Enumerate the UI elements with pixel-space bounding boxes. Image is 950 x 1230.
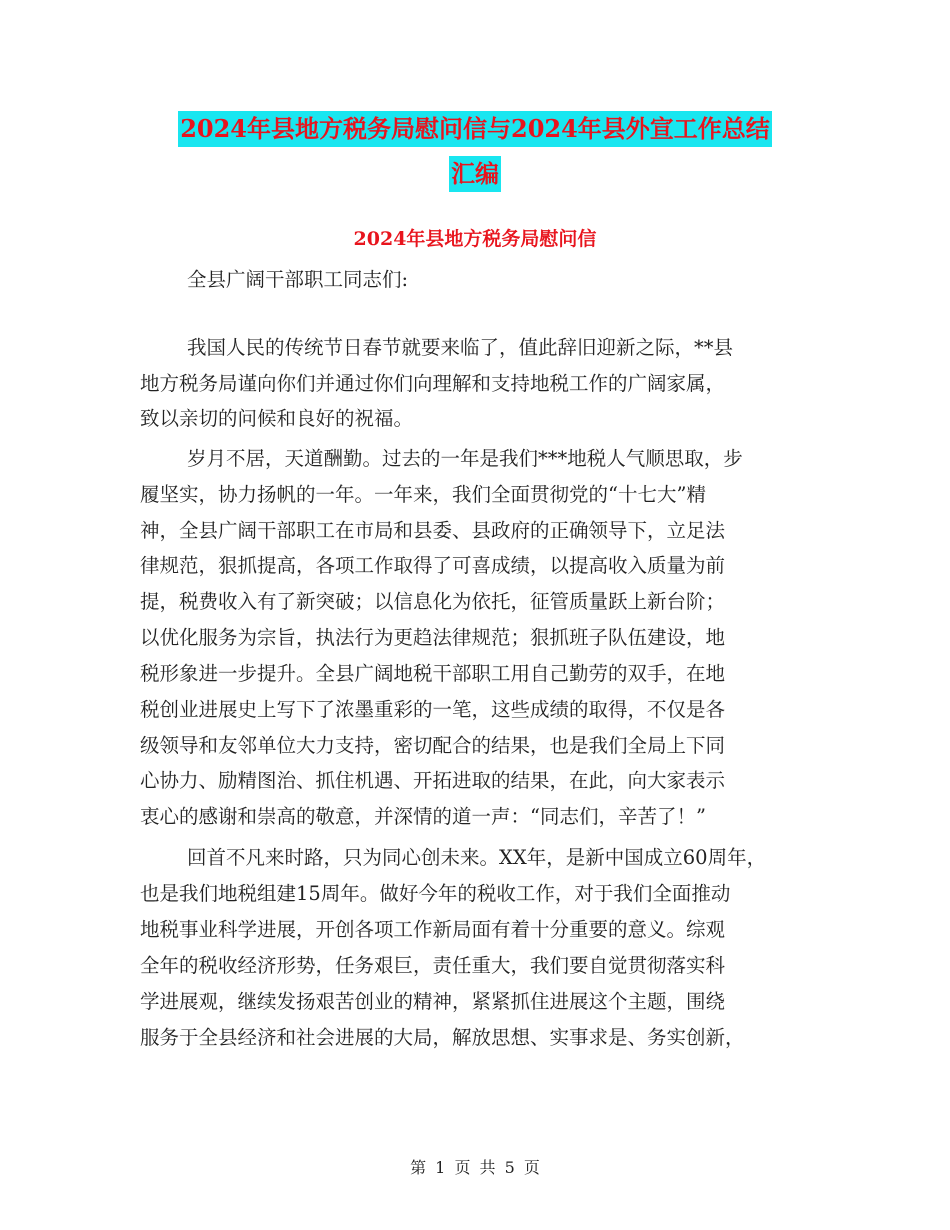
title-text-2: 汇编 (449, 156, 501, 192)
body-line: 提，税费收入有了新突破；以信息化为依托，征管质量跃上新台阶； (140, 590, 726, 613)
body-line: 地税事业科学进展，开创各项工作新局面有着十分重要的意义。综观 (140, 918, 726, 941)
body-line: 心协力、励精图治、抓住机遇、开拓进取的结果，在此，向大家表示 (140, 769, 726, 792)
body-line: 地方税务局谨向你们并通过你们向理解和支持地税工作的广阔家属， (140, 372, 726, 395)
body-line: 衷心的感谢和崇高的敬意，并深情的道一声：“同志们，辛苦了！” (140, 805, 706, 828)
page-footer: 第 1 页 共 5 页 (410, 1158, 540, 1177)
body-line-greeting: 全县广阔干部职工同志们: (187, 268, 409, 291)
body-line: 税创业进展史上写下了浓墨重彩的一笔，这些成绩的取得，不仅是各 (140, 698, 726, 721)
body-line: 回首不凡来时路，只为同心创未来。XX年，是新中国成立60周年， (187, 846, 767, 869)
body-line: 税形象进一步提升。全县广阔地税干部职工用自己勤劳的双手，在地 (140, 662, 726, 685)
body-line: 我国人民的传统节日春节就要来临了，值此辞旧迎新之际，**县 (187, 336, 734, 359)
body-line: 全年的税收经济形势，任务艰巨，责任重大，我们要自觉贯彻落实科 (140, 954, 726, 977)
body-line: 致以亲切的问候和良好的祝福。 (140, 407, 414, 430)
body-line: 以优化服务为宗旨，执法行为更趋法律规范；狠抓班子队伍建设，地 (140, 626, 726, 649)
title-text-1: 2024年县地方税务局慰问信与2024年县外宣工作总结 (178, 111, 772, 147)
section-subtitle: 2024年县地方税务局慰问信 (353, 228, 597, 250)
body-line: 律规范，狠抓提高，各项工作取得了可喜成绩，以提高收入质量为前 (140, 554, 726, 577)
document-title-line-2 (0, 156, 950, 192)
body-line: 学进展观，继续发扬艰苦创业的精神，紧紧抓住进展这个主题，围绕 (140, 990, 726, 1013)
body-line: 服务于全县经济和社会进展的大局，解放思想、实事求是、务实创新， (140, 1026, 745, 1049)
body-line: 级领导和友邻单位大力支持，密切配合的结果，也是我们全局上下同 (140, 734, 726, 757)
body-line: 也是我们地税组建15周年。做好今年的税收工作，对于我们全面推动 (140, 882, 731, 905)
body-line: 神，全县广阔干部职工在市局和县委、县政府的正确领导下，立足法 (140, 519, 726, 542)
body-line: 履坚实，协力扬帆的一年。一年来，我们全面贯彻党的“十七大”精 (140, 483, 706, 506)
body-line: 岁月不居，天道酬勤。过去的一年是我们***地税人气顺思取，步 (187, 447, 743, 470)
document-title-line-1 (0, 111, 950, 147)
